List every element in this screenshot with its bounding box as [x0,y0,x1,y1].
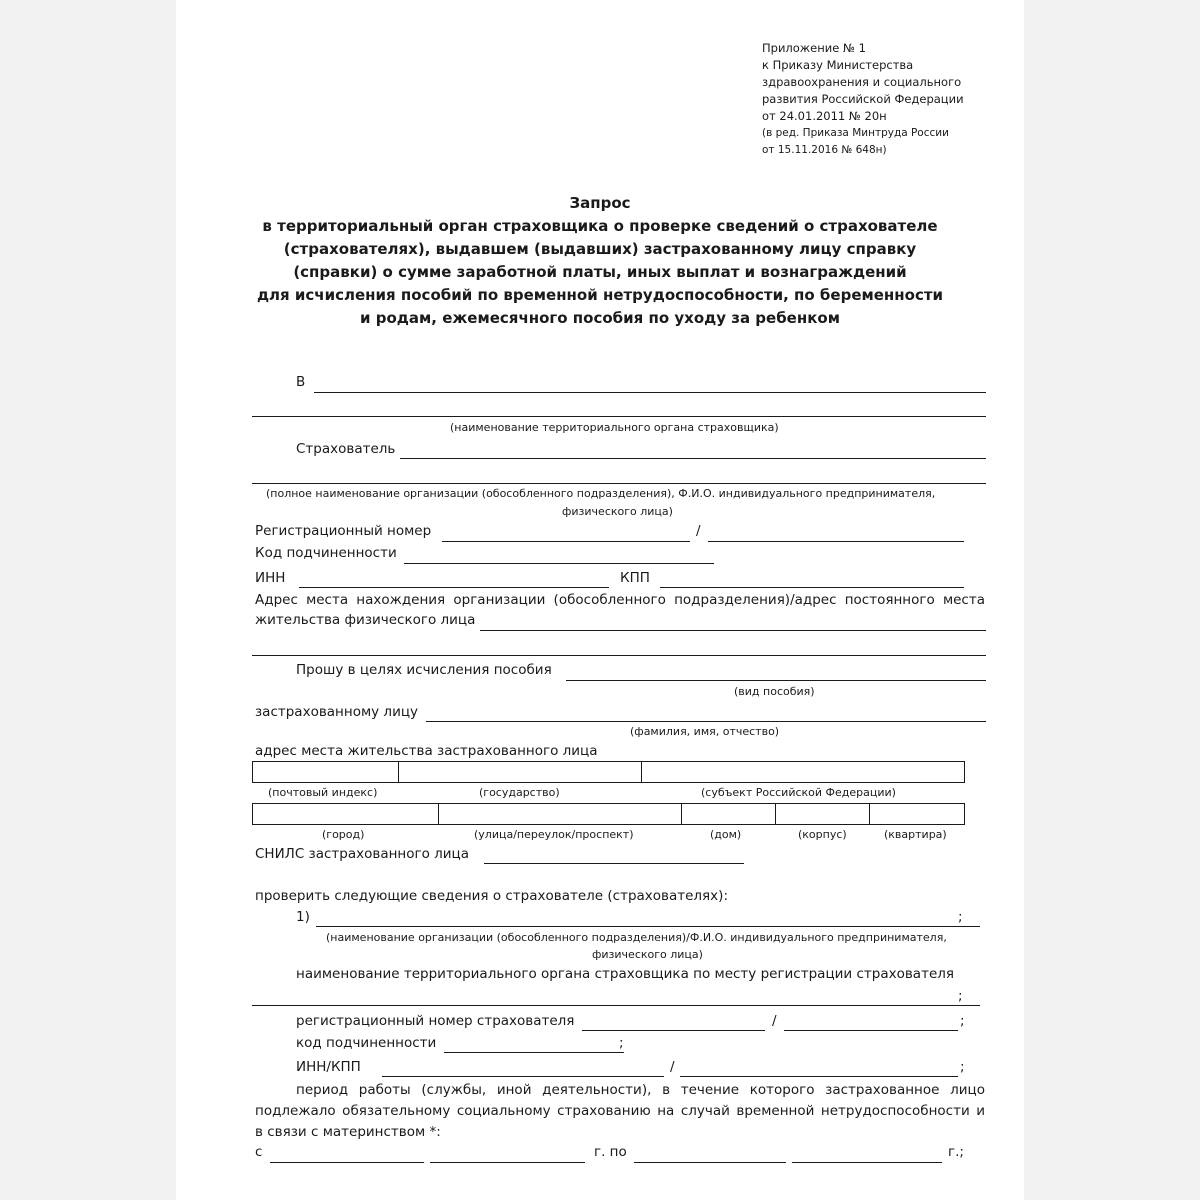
postal-code-cell[interactable] [253,762,397,782]
insurer-caption: (полное наименование организации (обособленного подразделения), Ф.И.О. индивидуального предпринимателя, [266,487,936,500]
appendix-line: к Приказу Министерства [762,58,914,72]
semicolon: ; [958,909,963,925]
apartment-caption: (квартира) [884,828,947,841]
item-number: 1) [296,909,310,925]
subordination-label: Код подчиненности [255,545,397,561]
inn-field[interactable] [299,587,609,588]
insurer-field-line-2[interactable] [252,483,986,484]
apartment-cell[interactable] [869,804,964,824]
appendix-line: здравоохранения и социального [762,75,962,89]
postal-caption: (почтовый индекс) [268,786,378,799]
address-label-2: жительства физического лица [255,612,476,628]
check-label: проверить следующие сведения о страхователе (страхователях): [255,888,728,904]
to-caption: (наименование территориального органа страховщика) [450,421,779,434]
period-line: в связи с материнством *: [255,1124,441,1140]
semicolon: ; [619,1035,624,1051]
region-caption: (субъект Российской Федерации) [701,786,896,799]
insured-name-field[interactable] [426,721,986,722]
street-cell[interactable] [438,804,680,824]
document-title [176,192,1024,330]
subordination-code-field[interactable] [444,1052,624,1053]
reg-number-insurer-field-1[interactable] [582,1030,765,1031]
appendix-line: (в ред. Приказа Минтруда России [762,127,949,139]
insured-caption: (фамилия, имя, отчество) [630,725,780,738]
building-cell[interactable] [775,804,868,824]
to-date-field-1[interactable] [634,1162,786,1163]
reg-number-label: Регистрационный номер [255,523,432,539]
territorial-label: наименование территориального органа страховщика по месту регистрации страхователя [296,966,954,982]
title-line: (страхователях), выдавшем (выдавших) застрахованному лицу справку [283,240,917,258]
semicolon: ; [960,1059,965,1075]
snils-field[interactable] [484,863,744,864]
to-field-line[interactable] [314,392,986,393]
appendix-note [762,40,964,159]
reg-number-insurer-field-2[interactable] [784,1030,958,1031]
insurer-label: Страхователь [296,441,396,457]
house-cell[interactable] [681,804,774,824]
org-name-field[interactable] [316,926,980,927]
semicolon: ; [958,988,963,1004]
appendix-line: развития Российской Федерации [762,92,964,106]
address-field-2[interactable] [252,655,986,656]
document-page [176,0,1024,1200]
country-cell[interactable] [398,762,640,782]
to-field-line-2[interactable] [252,416,986,417]
inn-label: ИНН [255,570,286,586]
appendix-line: Приложение № 1 [762,41,866,55]
reg-number-insurer-label: регистрационный номер страхователя [296,1013,575,1029]
reg-number-field-1[interactable] [442,541,690,542]
territorial-field[interactable] [252,1005,980,1006]
region-cell[interactable] [641,762,964,782]
request-label: Прошу в целях исчисления пособия [296,662,552,678]
benefit-type-field[interactable] [566,680,986,681]
slash-separator: / [772,1013,777,1029]
insured-label: застрахованному лицу [255,704,419,720]
inn-kpp-label: ИНН/КПП [296,1059,361,1075]
title-line: (справки) о сумме заработной платы, иных выплат и вознаграждений [293,263,907,281]
city-caption: (город) [322,828,365,841]
city-cell[interactable] [253,804,437,824]
to-label: В [296,374,306,390]
subordination-field[interactable] [404,563,714,564]
benefit-caption: (вид пособия) [734,685,815,698]
slash-separator: / [696,523,701,539]
insurer-field-line[interactable] [400,458,986,459]
to-date-field-2[interactable] [792,1162,942,1163]
org-caption: физического лица) [592,948,703,961]
address-field[interactable] [480,630,986,631]
insured-address-label: адрес места жительства застрахованного лица [255,743,598,759]
org-caption: (наименование организации (обособленного подразделения)/Ф.И.О. индивидуального предпринимателя, [326,931,947,944]
kpp-label: КПП [620,570,650,586]
slash-separator: / [670,1059,675,1075]
address-label-line: Адрес места нахождения организации (обособленного подразделения)/адрес постоянного места [255,592,985,608]
country-caption: (государство) [479,786,560,799]
street-caption: (улица/переулок/проспект) [474,828,634,841]
building-caption: (корпус) [798,828,847,841]
semicolon: ; [960,1013,965,1029]
appendix-line: от 15.11.2016 № 648н) [762,144,887,156]
snils-label: СНИЛС застрахованного лица [255,846,470,862]
inn-field-2[interactable] [382,1076,664,1077]
address-label [255,590,985,611]
appendix-line: от 24.01.2011 № 20н [762,109,887,123]
year-to-label: г. по [594,1144,627,1160]
subordination-code-label: код подчиненности [296,1035,437,1051]
from-date-field-1[interactable] [270,1162,424,1163]
title-line: для исчисления пособий по временной нетрудоспособности, по беременности [256,286,944,304]
title-line: Запрос [569,194,631,212]
kpp-field-2[interactable] [680,1076,958,1077]
period-line: подлежало обязательному социальному страхованию на случай временной нетрудоспособности и [255,1103,985,1119]
house-caption: (дом) [710,828,742,841]
title-line: в территориальный орган страховщика о проверке сведений о страхователе [262,217,938,235]
title-line: и родам, ежемесячного пособия по уходу за ребенком [360,309,840,327]
period-paragraph [255,1080,985,1143]
from-date-field-2[interactable] [430,1162,585,1163]
insurer-caption: физического лица) [562,505,673,518]
period-line: период работы (службы, иной деятельности), в течение которого застрахованное лицо [296,1082,985,1098]
year-end-label: г.; [948,1144,964,1160]
reg-number-field-2[interactable] [708,541,964,542]
kpp-field[interactable] [660,587,964,588]
from-label: с [255,1144,263,1160]
